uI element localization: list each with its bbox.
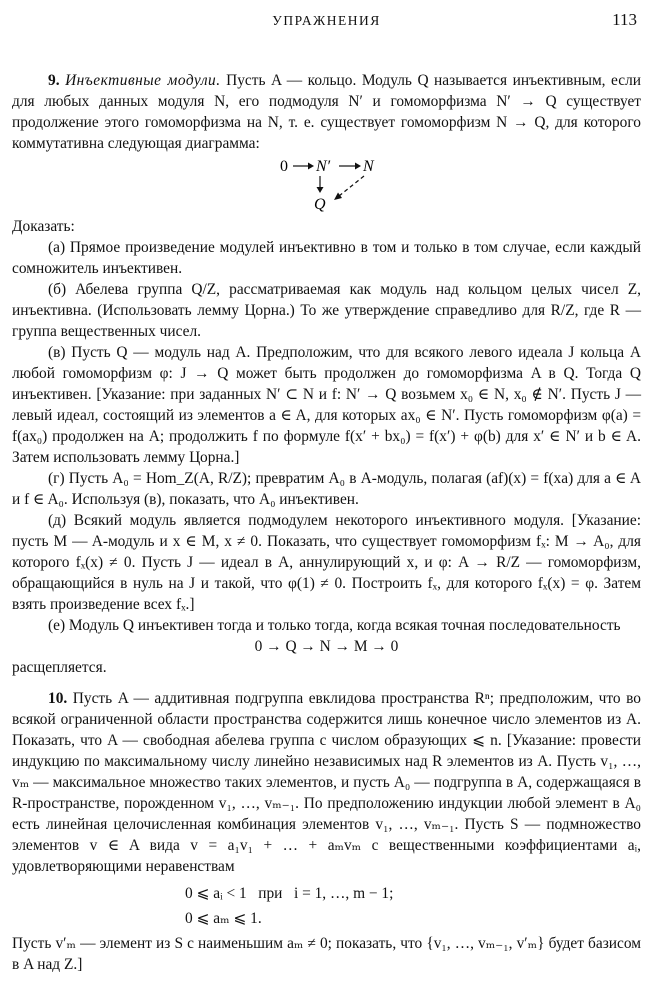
- commutative-diagram: [12, 154, 641, 214]
- exercise-10-text: Пусть A — аддитивная подгруппа евклидова пространства Rⁿ; предположим, что во всякой ограниченной области пространства содержится лишь конечное число элементов из A. Показать, что A — свободная абелева группа с числом образующих ⩽ n. [Указание: провести индукцию по максимальному числу линейно независимых над R элементов из A. Пусть v₁, …, vₘ — максимальное множество таких элементов, и пусть A₀ — подгруппа в A, содержащаяся в R-пространстве, порожденном v₁, …, vₘ₋₁. По предположению индукции любой элемент в A₀ есть линейная целочисленная комбинация элементов v₁, …, vₘ₋₁. Пусть S — подмножество элементов v ∈ A вида v = a₁v₁ + … + aₘvₘ с вещественными коэффициентами aᵢ, удовлетворяющими неравенствам: [12, 690, 641, 875]
- exercise-9-number: 9.: [48, 72, 60, 89]
- exercise-9-intro-text: Пусть A — кольцо. Модуль Q называется инъективным, если для любых данных модуля N, его подмодуля N′ и гомоморфизма N′ → Q существует продолжение этого гомоморфизма на N, т. е. существует гомоморфизм N → Q, для которого коммутативна следующая диаграмма:: [12, 72, 641, 152]
- diagram-q: Q: [314, 196, 326, 213]
- inequalities: [185, 881, 641, 931]
- diagram-n: N: [363, 158, 374, 175]
- part-a: (а) Прямое произведение модулей инъективно в том и только в том случае, если каждый сомножитель инъективен.: [12, 239, 641, 277]
- diagram-zero: 0: [280, 158, 288, 175]
- page-body: [12, 70, 641, 975]
- exercise-10-end: Пусть v′ₘ — элемент из S с наименьшим aₘ ≠ 0; показать, что {v₁, …, vₘ₋₁, v′ₘ} будет базисом в A над Z.]: [12, 935, 641, 973]
- page-header: [14, 10, 639, 34]
- exercise-9-title: Инъективные модули.: [65, 72, 221, 89]
- part-f-end: расщепляется.: [12, 659, 107, 676]
- inequality-1: 0 ⩽ aᵢ < 1 при i = 1, …, m − 1;: [185, 885, 394, 902]
- diagram-svg: [12, 154, 641, 214]
- diagram-arrowhead-0-np: [308, 163, 314, 170]
- running-title: УПРАЖНЕНИЯ: [272, 13, 381, 28]
- exercise-9-intro: [12, 70, 641, 154]
- exercise-10-number: 10.: [48, 690, 68, 707]
- inequality-2: 0 ⩽ aₘ ⩽ 1.: [185, 910, 262, 927]
- part-b: (б) Абелева группа Q/Z, рассматриваемая как модуль над кольцом целых чисел Z, инъективна. (Использовать лемму Цорна.) То же утверждение справедливо для R/Z, где R — группа вещественных чисел.: [12, 281, 641, 340]
- prove-heading: Доказать:: [12, 218, 75, 235]
- diagram-arrowhead-np-n: [355, 163, 361, 170]
- diagram-n-prime: N′: [316, 158, 331, 175]
- part-e: (д) Всякий модуль является подмодулем некоторого инъективного модуля. [Указание: пусть M — A-модуль и x ∈ M, x ≠ 0. Показать, что существует гомоморфизм fₓ: M → A₀, для которого fₓ(x) ≠ 0. Пусть J — идеал в A, аннулирующий x, и φ: A → R/Z — гомоморфизм, обращающийся в нуль на J и такой, что φ(1) ≠ 0. Построить fₓ, для которого fₓ(x) = φ. Затем взять произведение всех fₓ.]: [12, 512, 641, 613]
- part-f: (е) Модуль Q инъективен тогда и только тогда, когда всякая точная последовательность: [48, 617, 621, 634]
- part-c: (в) Пусть Q — модуль над A. Предположим, что для всякого левого идеала J кольца A любой гомоморфизм φ: J → Q может быть продолжен до гомоморфизма A в Q. Тогда Q инъективен. [Указание: при заданных N′ ⊂ N и f: N′ → Q возьмем x₀ ∈ N, x₀ ∉ N′. Пусть J — левый идеал, состоящий из элементов a ∈ A, для которых ax₀ ∈ N′. Пусть гомоморфизм φ(a) = f(ax₀) продолжен на A; продолжить f по формуле f(x′ + bx₀) = f(x′) + φ(b) для x′ ∈ N′ и b ∈ A. Затем использовать лемму Цорна.]: [12, 344, 641, 466]
- diagram-arrowhead-n-q: [334, 193, 342, 201]
- exercise-10: [12, 688, 641, 877]
- part-d: (г) Пусть A₀ = Hom_Z(A, R/Z); превратим A₀ в A-модуль, полагая (af)(x) = f(xa) для a ∈ A и f ∈ A₀. Используя (в), показать, что A₀ инъективен.: [12, 470, 641, 508]
- diagram-arrow-n-q: [339, 176, 364, 196]
- exact-sequence: 0 → Q → N → M → 0: [254, 638, 399, 655]
- diagram-arrowhead-np-q: [317, 187, 324, 193]
- page-number: 113: [612, 10, 637, 29]
